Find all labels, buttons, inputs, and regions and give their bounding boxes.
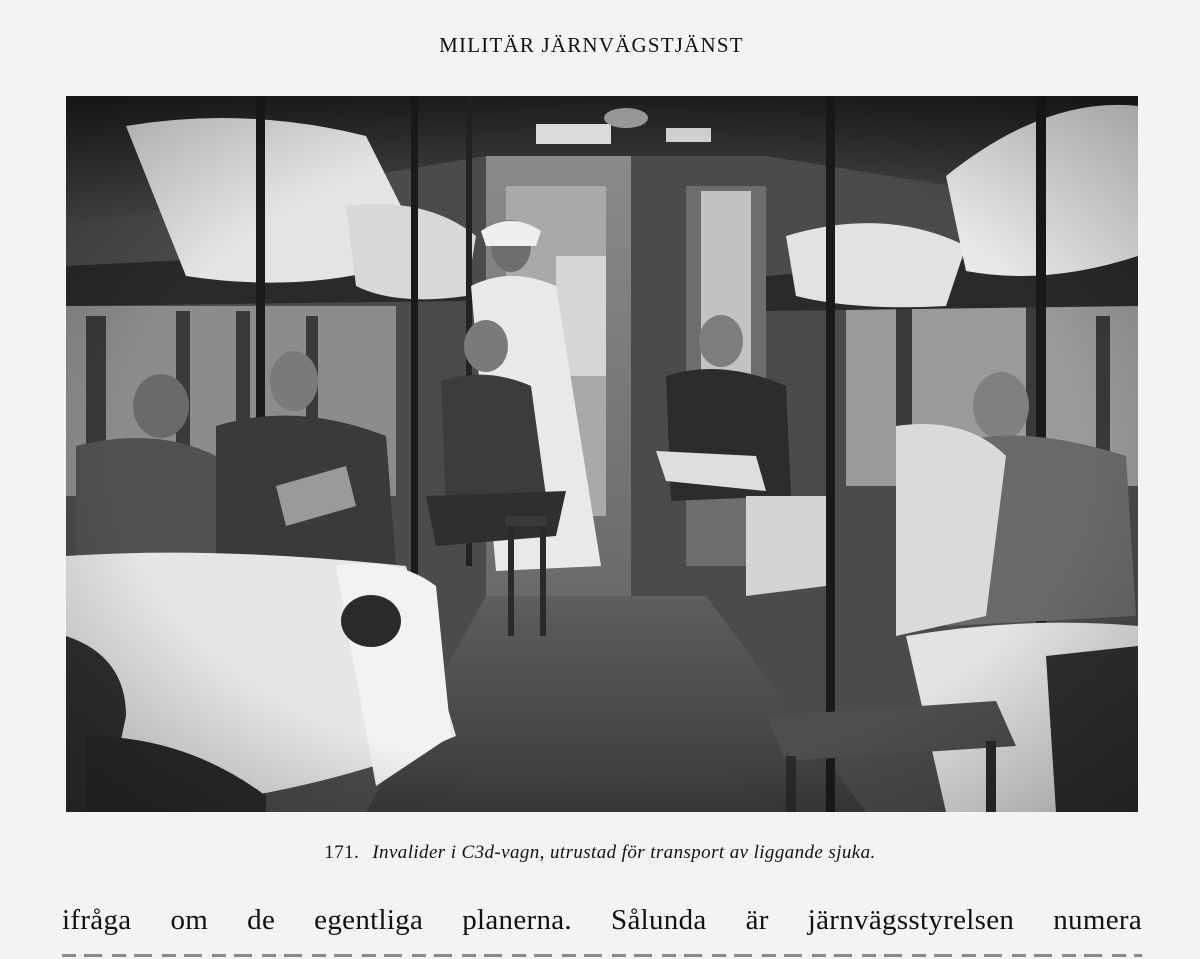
- photograph-hospital-railcar: [66, 96, 1138, 812]
- body-text-cut-line: [62, 947, 1142, 959]
- photo-illustration: [66, 96, 1138, 812]
- figure-caption: [0, 842, 1200, 864]
- running-head: MILITÄR JÄRNVÄGSTJÄNST: [439, 33, 744, 57]
- figure-number: 171.: [324, 842, 360, 863]
- figure-caption-text: Invalider i C3d-vagn, utrustad för transport av liggande sjuka.: [372, 842, 876, 863]
- body-text-line: ifråga om de egentliga planerna. Sålunda är järnvägsstyrelsen numera: [62, 904, 1142, 936]
